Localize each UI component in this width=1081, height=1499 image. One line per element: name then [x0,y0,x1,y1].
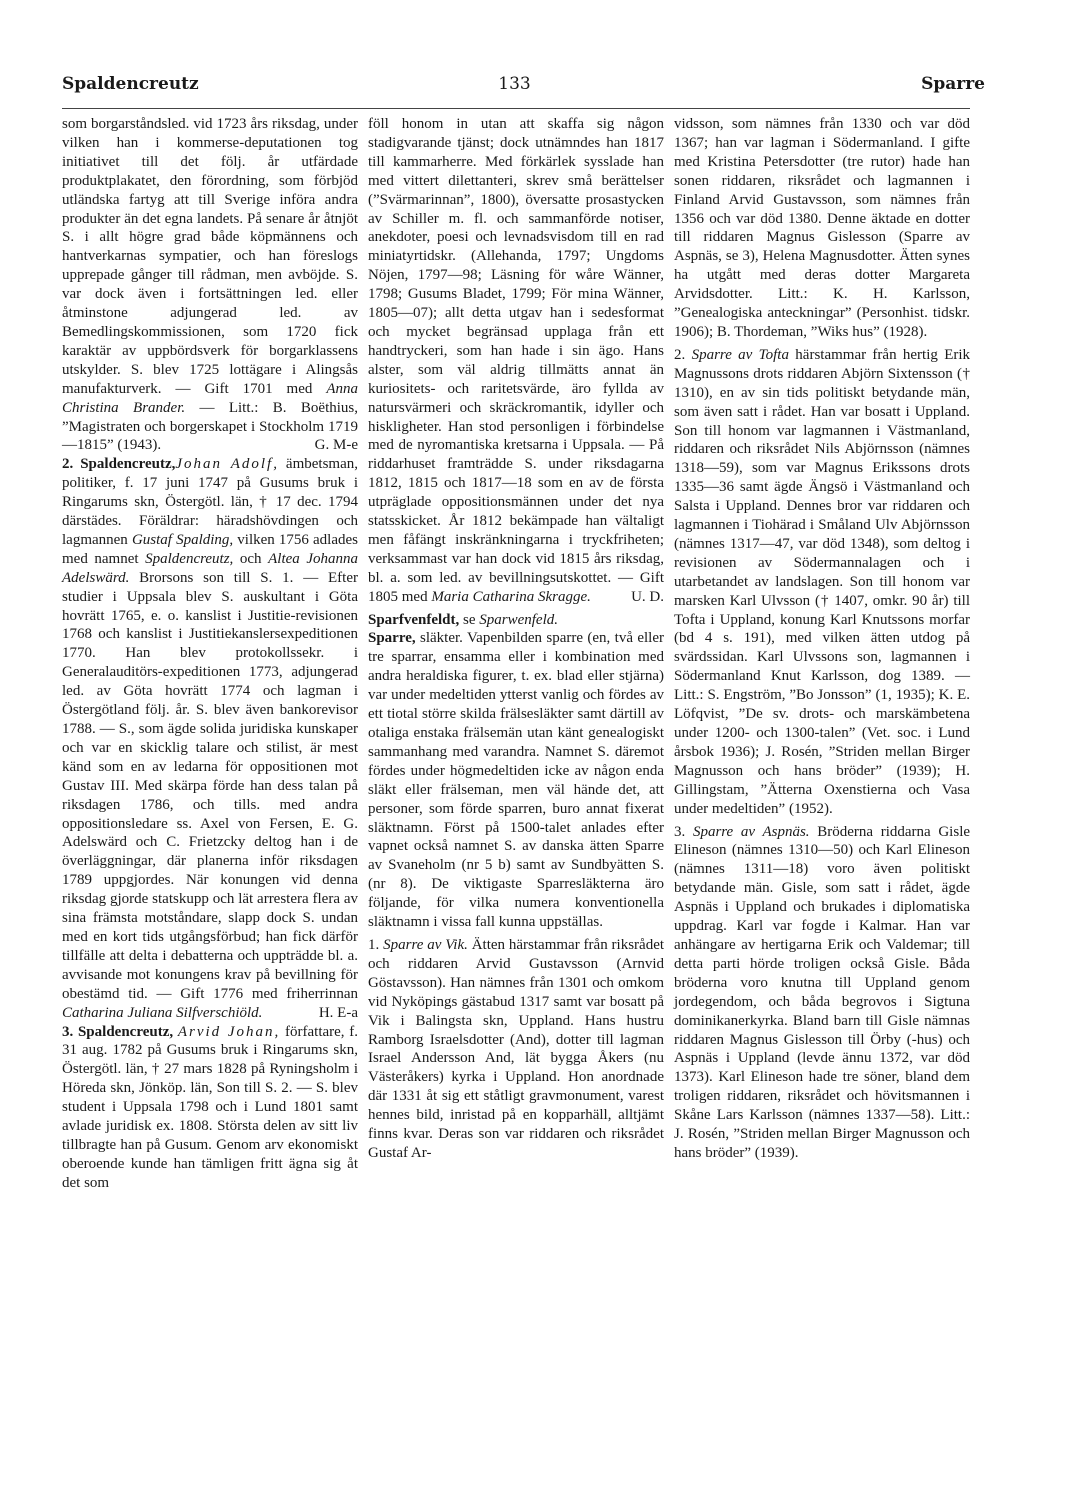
entry-text: författare, f. 31 aug. 1782 på Gusums bruk i Ringarums skn, Östergötl. län, † 27 mars 1828 på Ryningsholm i Höreda skn, Jönköp. län, Son till S. 2. — S. blev student i Uppsala 1798 och i Lund 1801 samt avlade juridisk ex. 1808. Största delen av sitt liv tillbragte han på Gusum. Genom arv ekonomiskt oberoende kunde han tämligen fritt ägna sig åt det som [62,1023,359,1191]
header-rule [62,108,970,109]
column-1 [62,115,358,1193]
literature: — Litt.: B. Boëthius, ”Magistraten och borgerskapet i Stockholm 1719—1815” (1943). [62,399,358,454]
entry-headword: Spaldencreutz, [80,456,176,473]
spouse-name: Anna Christina Brander. [62,380,359,416]
entry-sparre-av-tofta [674,346,970,819]
ennobled-name: Spaldencreutz, [145,550,234,567]
entry-text: och [233,550,262,567]
page-number: 133 [498,74,531,94]
entry-sparre-families [368,629,664,932]
column-3 [674,115,970,1163]
entry-headword: Sparfvenfeldt, [368,611,460,628]
section-number: 3. [674,823,686,840]
entry-text: som borgarståndsled. vid 1723 års riksdag, under vilken han i kommerse-deputationen tog initiativet till det följ. år utfärdade produktplakatet, den förordning, som förbjöd utländska fartyg att till Sverige införa andra produkter än det egna landets. På senare år åtnjöt S. i allt högre grad både köpmännens och hantverkarnas sympatier, och han föreslogs upprepade gånger till rådman, men avböjde. S. var dock även i fortsättningen led. eller åtminstone adjungerad led. av Bemedlingskommissionen, som 1720 fick karaktär av uppbördsverk för borgarklassens utskylder. S. blev 1725 lottägare i Alingsås manufakturverk. — Gift 1701 med [62,116,358,397]
entry-spaldencreutz-3 [62,1023,358,1193]
section-title: Sparre av Tofta [691,346,789,363]
given-name: Arvid Johan, [177,1023,281,1040]
section-number: 2. [674,346,686,363]
entry-text: Brorsons son till S. 1. — Efter studier i Uppsala blev S. auskultant i Göta hovrätt 1765, e. o. kanslist i Justitie-revisionen 1768 och kanslist i Justitiekanslersexpeditionen 1770. Han blev protokollssekr. i Generalauditörs-expeditionen 1773, adjungerad led. av Göta hovrätt 1774 och lagman i Östergötland följ. år. S. blev även bankorevisor 1788. — S., som ägde solida juridiska kunskaper och var en skicklig talare och stilist, är mest känd som en av ledarna för oppositionen mot Gustav III. Med skärpa förde han dess talan på riksdagen 1786, och tills. med andra oppositionsledare ss. Axel von Fersen, E. G. Adelswärd och C. Frietzcky deltog han i de överläggningar, där planerna inför riksdagen 1789 uppgjordes. När konungen vid denna riksdag gjorde statskupp och lät arrestera flera av sina främsta motståndare, slapp dock S. undan med en kort tids utgångsförbud; han fick därför tillfälle att delta i debatterna och uppträdde bl. a. avvisande mot konungens krav på bevillning för obestämd tid. — Gift 1776 med friherrinnan [62,569,358,1002]
entry-spaldencreutz-2 [62,455,358,1022]
entry-text: Ätten härstammar från riksrådet och riddaren Arvid Gustavsson (Arnvid Göstavsson). Han nämnes från 1301 och omkom vid Nyköpings gästabud 1317 samt var bosatt på Vik i Balingsta skn, Uppland. Hans hustru Ramborg Israelsdotter (And), dotter till lagman Israel Andersson And, lät bygga Åkers (nu Västeråkers) kyrka i Uppland. Hon anordnade där 1331 åt sig ett ståtligt gravmonument, varest hennes bild, inristad på en kopparhäll, alltjämt finns kvar. Deras son var riddaren och riksrådet Gustaf Ar- [368,936,665,1161]
entry-headword: Spaldencreutz, [77,1023,174,1040]
column-2 [368,115,664,1163]
cross-reference: Sparwenfeld. [479,611,558,628]
entry-headword: Sparre, [368,630,416,647]
section-title: Sparre av Vik. [383,936,468,953]
entry-text: vidsson, som nämnes från 1330 och var död 1367; han var lagman i Södermanland. I gifte med Kristina Petersdotter (tre rutor) hade han sonen riddaren, riksrådet och lagmannen i Finland Arvid Gustavsson, som nämnes från 1356 och var död 1380. Denne äktade en dotter till riddaren Magnus Gislesson (Sparre av Aspnäs, se 3), Helena Magnusdotter. Ätten synes ha utgått med deras dotter Margareta Arvidsdotter. Litt.: K. H. Karlsson, ”Genealogiska anteckningar” (Personhist. tidskr. 1906); B. Thordeman, ”Wiks hus” (1928). [674,116,970,340]
header-right-headword: Sparre [921,74,985,94]
entry-text: se [459,611,476,628]
entry-sparre-av-vik [368,936,664,1163]
entry-text: föll honom in utan att skaffa sig någon stadigvarande tjänst; dock utnämndes han 1817 till kammarherre. Med förkärlek sysslade han med vittert dilettanteri, skrev små berättelser (”Svärmarinnan”, 1800), översatte prosastycken av Schiller m. fl. och sammanförde notiser, anekdoter, poesi och levnadsvisdom till en rad miniatyrtidskr. (Allehanda, 1797; Ungdoms Nöjen, 1797—98; Läsning för wåre Wänner, 1798; Gusums Bladet, 1799; För mina Wänner, 1805—07); allt detta utgav han i sedesformat och mycket begränsad upplaga från ett handtryckeri, som han hade i sin ägo. Hans alster, som väl aldrig tillmätts annat än kuriositets- och raritetsvärde, äro fyllda av natursvärmeri och skräckromantik, idyller och hiskligheter. Han stod personligen i förbindelse med de nyromantiska kretsarna i Uppsala. — På riddarhuset framträdde S. under riksdagarna 1812, 1815 och 1817—18 som en av de första utpräglade oppositionsmännen under det nya statsskicket. År 1812 bekämpade han vältaligt men fåfängt inskränkningarna i tryckfriheten; verksammast var han dock vid 1815 års riksdag, bl. a. som led. av bevillningsutskottet. — Gift 1805 med [368,116,664,605]
entry-number: 2. [62,456,74,473]
father-name: Gustaf Spalding, [131,531,234,548]
running-header [62,74,985,98]
section-title: Sparre av Aspnäs. [692,823,810,840]
section-number: 1. [368,936,380,953]
entry-text: Bröderna riddarna Gisle Elineson (nämnes 1310—50) och Karl Elineson (nämnes 1311—18) voro även politiskt betydande män. Gisle, som satt i rådet, ägde Aspnäs i Uppland och brukades i diplomatiska uppdrag. Karl var fogde i Kalmar. Han var anhängare av hertigarna Erik och Valdemar; till detta parti hörde troligen också Gisle. Båda bröderna voro knutna till Uppland genom jordegendom, och båda begrovos i Sigtuna dominikanerkyrka. Bland barn till Gisle nämnas riddaren Magnus Gislesson till Örby (-hus) och Aspnäs i Uppland (levde ännu 1372, var död 1373). Karl Elineson hade tre söner, bland dem troligen riddaren, riksrådet och hövitsmannen i Skåne Lars Karlsson (nämnes 1337—58). Litt.: J. Rosén, ”Striden mellan Birger Magnusson och hans bröder” (1939). [674,823,971,1161]
entry-number: 3. [62,1023,74,1040]
author-signature: U. D. [631,588,664,605]
entry-text: släkter. Vapenbilden sparre (en, två eller tre sparrar, ensamma eller i kombination med andra heraldiska figurer, t. ex. blad eller stjärna) var under medeltiden ytterst vanlig och fördes av ett tiotal större skilda frälsesläkter samt därtill av otaliga enstaka frälsemän utan känt genealogiskt sammanhang med varandra. Namnet S. däremot fördes under högmedeltiden icke av någon enda släkt eller frälseman, men väl hände det, att personer, som förde sparren, buro annat fixerat släktnamn. Först på 1500-talet anlades efter vapnet också namnet S. av danska ätten Sparre av Svaneholm (nr 5 b) samt av Sundbyätten S. (nr 8). De viktigaste Sparresläkterna äro följande, för vilka numera konventionella släktnamn i vissa fall kunna uppställas. [368,630,664,931]
mother-name: Altea Johanna Adelswärd. [62,550,359,586]
spouse-name: Maria Catharina Skragge. [431,588,591,605]
entry-text: ämbetsman, politiker, f. 17 juni 1747 på Gusums bruk i Ringarums skn, Östergötl. län, † 17 dec. 1794 därstädes. Föräldrar: häradshövdingen och lagmannen [62,456,358,548]
given-name: Johan Adolf, [175,456,279,473]
entry-spaldencreutz-1-continued [62,115,358,455]
author-signature: H. E-a [318,1004,358,1021]
entry-spaldencreutz-3-continued [368,115,664,607]
entry-text: härstammar från hertig Erik Magnussons drots riddaren Abjörn Sixtensson († 1310), en av sin tids politiskt betydande män, som även satt i rådet. Han var bosatt i Uppland. Son till honom var lagmannen i Västmanland, riddaren och riksrådet Nils Abjörnsson (nämnes 1318—59), som var Magnus Erikssons drots 1335—36 samt ägde Ängsö i Västmanland och Salsta i Uppland. Dennes bror var riddaren och lagmannen i Tiohärad i Småland Ulv Abjörnsson (nämnes 1317—47, var död 1348), som deltog i revisionen av Södermannalagen och i utarbetandet av landslagen. Son till honom var marsken Karl Ulvsson († 1407, omkr. 90 år) till Tofta i Uppland, konung Karl Knutssons morfar (bd 4 s. 191), med vilken ätten utdog på svärdssidan. Karl Ulvssons son, lagmannen i Södermanland Knut Karlsson, dog 1389. — Litt.: S. Engström, ”Bo Jonsson” (1, 1935); K. E. Löfqvist, ”De sv. drots- och marskämbetena under 1200- och 1300-talen” (Vet. soc. i Lund årsbok 1936); J. Rosén, ”Striden mellan Birger Magnusson och hans bröder” (1939); H. Gillingstam, ”Ätterna Oxenstierna och Vasa under medeltiden” (1952). [674,346,971,817]
entry-text: vilken 1756 adlades med namnet [62,531,358,567]
entry-sparfvenfeldt-crossref [368,611,664,630]
entry-sparre-av-aspnas [674,823,970,1163]
entry-sparre-av-vik-continued [674,115,970,342]
author-signature: G. M-e [314,437,358,454]
spouse-name: Catharina Juliana Silfverschiöld. [62,1004,263,1021]
header-left-headword: Spaldencreutz [62,74,199,94]
